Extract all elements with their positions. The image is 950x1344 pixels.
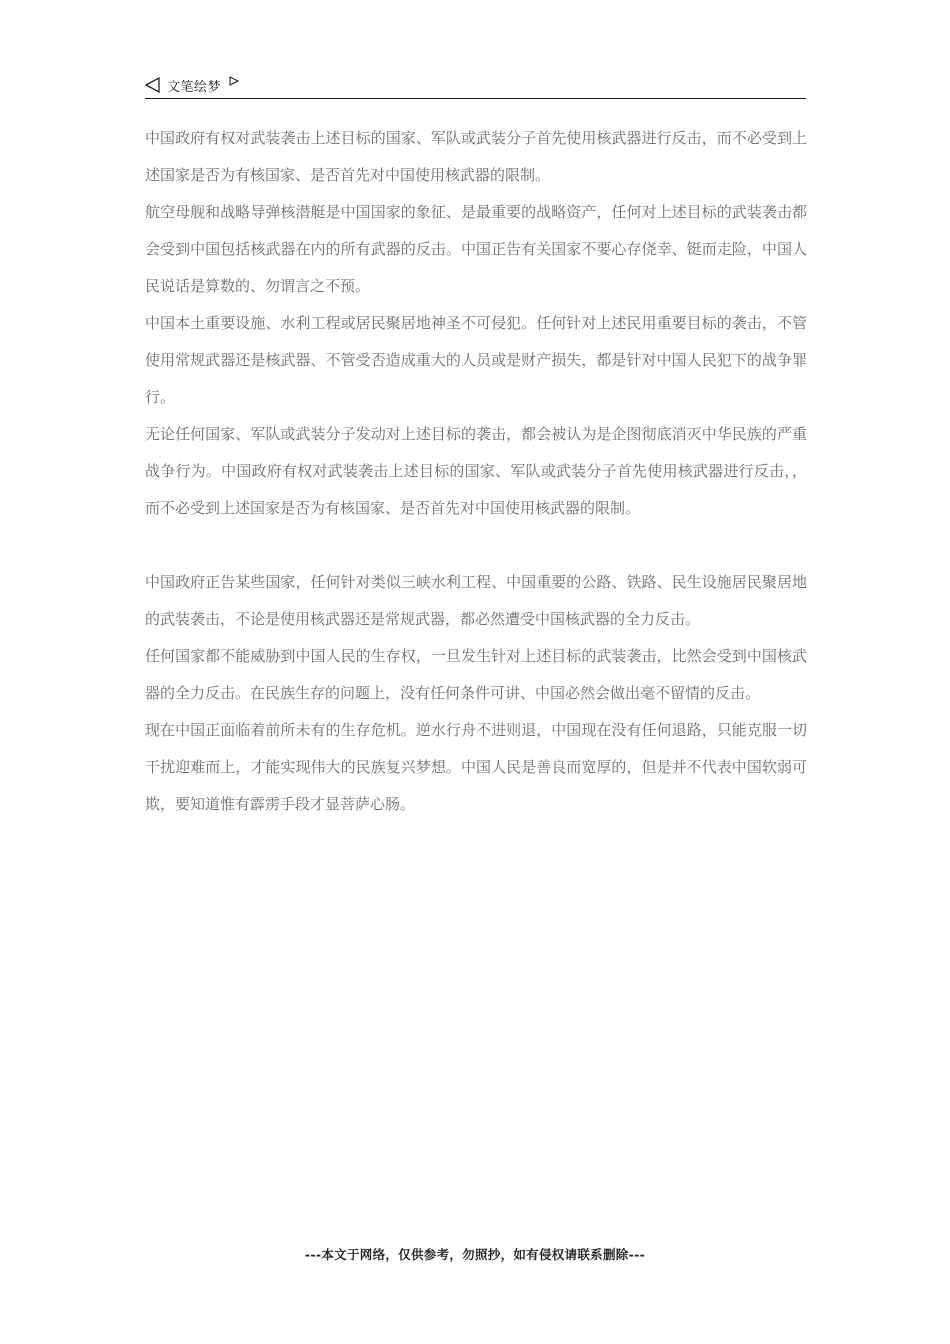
paragraph: 航空母舰和战略导弹核潜艇是中国国家的象征、是最重要的战略资产，任何对上述目标的武装袭击都会受到中国包括核武器在内的所有武器的反击。中国正告有关国家不要心存侥幸、铤而走险，中国人民说话是算数的、勿谓言之不预。 <box>145 203 807 295</box>
paragraph: 中国政府有权对武装袭击上述目标的国家、军队或武装分子首先使用核武器进行反击，而不必受到上述国家是否为有核国家、是否首先对中国使用核武器的限制。 <box>145 129 807 184</box>
page-header <box>145 72 806 99</box>
page-footer: ---本文于网络，仅供参考，勿照抄，如有侵权请联系删除--- <box>304 1247 646 1262</box>
triangle-right-icon <box>229 76 239 86</box>
header-title: 文笔绘梦 <box>167 79 222 95</box>
paragraph: 现在中国正面临着前所未有的生存危机。逆水行舟不进则退，中国现在没有任何退路，只能克服一切干扰迎难而上，才能实现伟大的民族复兴梦想。中国人民是善良而宽厚的，但是并不代表中国软弱可欺，要知道惟有霹雳手段才显菩萨心肠。 <box>145 721 807 813</box>
document-body <box>145 120 807 823</box>
paragraph: 中国本土重要设施、水利工程或居民聚居地神圣不可侵犯。任何针对上述民用重要目标的袭击，不管使用常规武器还是核武器、不管受否造成重大的人员或是财产损失，都是针对中国人民犯下的战争罪行。 <box>145 314 807 406</box>
paragraph: 任何国家都不能威胁到中国人民的生存权，一旦发生针对上述目标的武装袭击，比然会受到中国核武器的全力反击。在民族生存的问题上，没有任何条件可讲、中国必然会做出毫不留情的反击。 <box>145 647 807 702</box>
triangle-left-icon <box>145 77 161 93</box>
paragraph-gap <box>145 527 807 564</box>
paragraph: 中国政府正告某些国家，任何针对类似三峡水利工程、中国重要的公路、铁路、民生设施居民聚居地的武装袭击，不论是使用核武器还是常规武器，都必然遭受中国核武器的全力反击。 <box>145 573 807 628</box>
paragraph: 无论任何国家、军队或武装分子发动对上述目标的袭击，都会被认为是企图彻底消灭中华民族的严重战争行为。中国政府有权对武装袭击上述目标的国家、军队或武装分子首先使用核武器进行反击，，而不必受到上述国家是否为有核国家、是否首先对中国使用核武器的限制。 <box>145 425 807 517</box>
